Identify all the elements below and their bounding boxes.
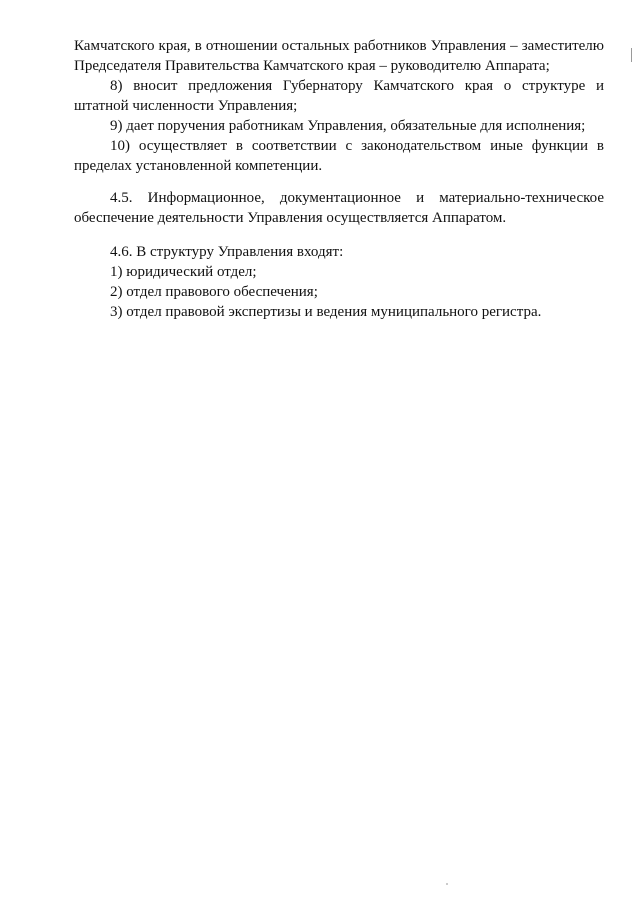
- paragraph-4-6-heading: 4.6. В структуру Управления входят:: [110, 244, 344, 260]
- list-item-1: 1) юридический отдел;: [110, 264, 257, 280]
- scan-edge-mark: [631, 48, 632, 62]
- list-item-2: 2) отдел правового обеспечения;: [110, 284, 318, 300]
- scan-dot-mark: [446, 883, 448, 885]
- paragraph-spacer: [74, 176, 604, 188]
- paragraph-continuation: Камчатского края, в отношении остальных работников Управления – заместителю Председателя Правительства Камчатского края – руководителю Аппарата;: [74, 38, 604, 74]
- document-body: [74, 36, 604, 322]
- paragraph-4-5: 4.5. Информационное, документационное и материально-техническое обеспечение деятельности Управления осуществляется Аппаратом.: [74, 190, 604, 226]
- paragraph-item-8: 8) вносит предложения Губернатору Камчатского края о структуре и штатной численности Управления;: [74, 78, 604, 114]
- paragraph-item-10: 10) осуществляет в соответствии с законодательством иные функции в пределах установленной компетенции.: [74, 138, 604, 174]
- paragraph-item-9: 9) дает поручения работникам Управления, обязательные для исполнения;: [110, 118, 586, 134]
- paragraph-spacer: [74, 228, 604, 242]
- list-item-3: 3) отдел правовой экспертизы и ведения муниципального регистра.: [110, 304, 542, 320]
